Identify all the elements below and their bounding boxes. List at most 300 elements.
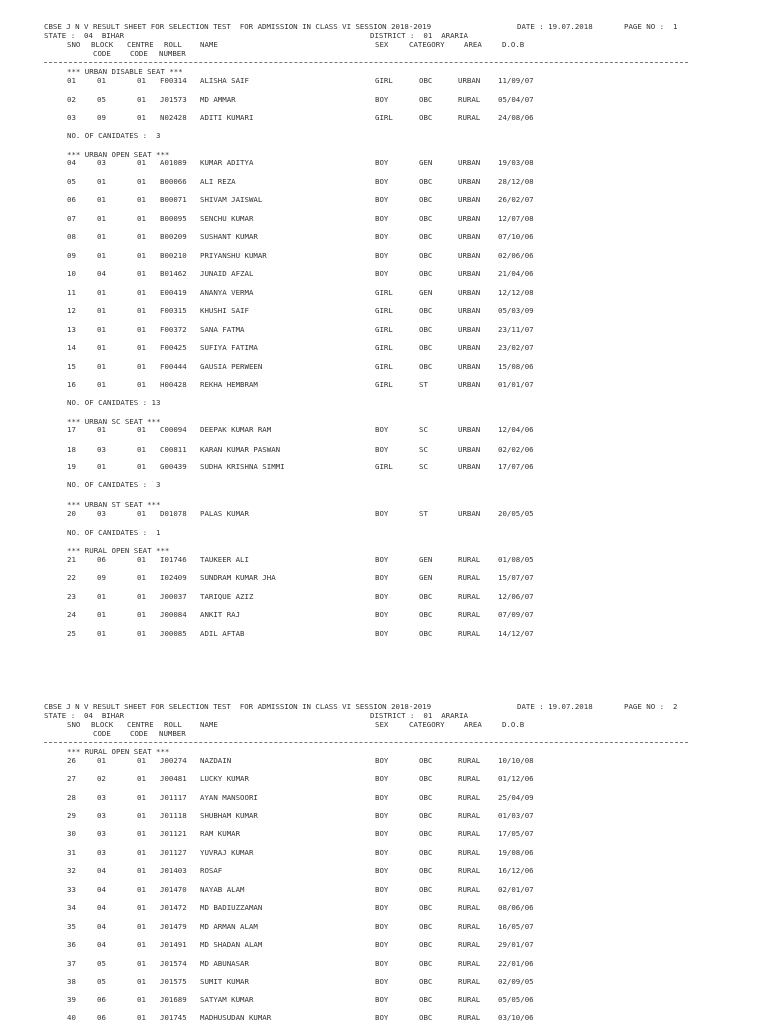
cell-sex: GIRL xyxy=(375,380,393,389)
cell-dob: 12/04/06 xyxy=(498,425,534,434)
cell-dob: 12/07/08 xyxy=(498,214,534,223)
cell-name: SHIVAM JAISWAL xyxy=(200,195,263,204)
cell-sno: 26 xyxy=(67,756,76,765)
cell-name: ROSAF xyxy=(200,866,223,875)
cell-sno: 01 xyxy=(67,76,76,85)
cell-roll: A01089 xyxy=(160,158,187,167)
cell-centre: 01 xyxy=(137,829,146,838)
cell-area: RURAL xyxy=(458,1013,481,1022)
cell-block: 03 xyxy=(97,158,106,167)
cell-centre: 01 xyxy=(137,940,146,949)
cell-sex: BOY xyxy=(375,214,389,223)
cell-name: MD ARMAN ALAM xyxy=(200,922,258,931)
col-category: CATEGORY xyxy=(409,720,445,729)
cell-block: 04 xyxy=(97,922,106,931)
cell-block: 05 xyxy=(97,977,106,986)
cell-name: SANA FATMA xyxy=(200,325,245,334)
cell-name: NAYAB ALAM xyxy=(200,885,245,894)
cell-dob: 14/12/07 xyxy=(498,629,534,638)
cell-name: GAUSIA PERWEEN xyxy=(200,362,263,371)
cell-roll: B00209 xyxy=(160,232,187,241)
cell-sex: BOY xyxy=(375,811,389,820)
cell-name: ALI REZA xyxy=(200,177,236,186)
cell-roll: F00372 xyxy=(160,325,187,334)
cell-block: 01 xyxy=(97,592,106,601)
cell-roll: G00439 xyxy=(160,462,187,471)
cell-area: RURAL xyxy=(458,848,481,857)
cell-roll: J01117 xyxy=(160,793,187,802)
cell-dob: 01/08/05 xyxy=(498,555,534,564)
table-row xyxy=(0,593,768,603)
cell-category: OBC xyxy=(419,848,433,857)
cell-centre: 01 xyxy=(137,362,146,371)
cell-roll: F00425 xyxy=(160,343,187,352)
cell-sno: 09 xyxy=(67,251,76,260)
cell-sex: BOY xyxy=(375,425,389,434)
cell-sno: 35 xyxy=(67,922,76,931)
cell-sno: 10 xyxy=(67,269,76,278)
cell-category: SC xyxy=(419,445,428,454)
cell-block: 01 xyxy=(97,610,106,619)
cell-block: 01 xyxy=(97,76,106,85)
cell-category: OBC xyxy=(419,251,433,260)
col-roll: ROLL xyxy=(164,40,182,49)
cell-sno: 06 xyxy=(67,195,76,204)
cell-dob: 25/04/09 xyxy=(498,793,534,802)
cell-name: SATYAM KUMAR xyxy=(200,995,254,1004)
cell-dob: 02/01/07 xyxy=(498,885,534,894)
cell-sex: BOY xyxy=(375,232,389,241)
cell-roll: C00811 xyxy=(160,445,187,454)
cell-block: 04 xyxy=(97,866,106,875)
cell-roll: J01574 xyxy=(160,959,187,968)
cell-sex: BOY xyxy=(375,251,389,260)
table-row xyxy=(0,363,768,373)
cell-centre: 01 xyxy=(137,1013,146,1022)
cell-roll: I01746 xyxy=(160,555,187,564)
cell-dob: 19/08/06 xyxy=(498,848,534,857)
cell-roll: H00428 xyxy=(160,380,187,389)
cell-name: SUFIYA FATIMA xyxy=(200,343,258,352)
cell-block: 01 xyxy=(97,756,106,765)
cell-roll: J00274 xyxy=(160,756,187,765)
cell-dob: 10/10/08 xyxy=(498,756,534,765)
cell-dob: 15/08/06 xyxy=(498,362,534,371)
col-name: NAME xyxy=(200,40,218,49)
district-label: DISTRICT : 01 ARARIA xyxy=(370,31,468,40)
cell-sno: 36 xyxy=(67,940,76,949)
cell-name: ANKIT RAJ xyxy=(200,610,241,619)
table-row xyxy=(0,159,768,169)
table-row xyxy=(0,1014,768,1024)
cell-area: RURAL xyxy=(458,555,481,564)
cell-roll: J00085 xyxy=(160,629,187,638)
cell-centre: 01 xyxy=(137,922,146,931)
cell-sno: 08 xyxy=(67,232,76,241)
cell-area: RURAL xyxy=(458,829,481,838)
cell-roll: B00210 xyxy=(160,251,187,260)
cell-name: PRIYANSHU KUMAR xyxy=(200,251,267,260)
section-heading: *** RURAL OPEN SEAT *** xyxy=(67,546,170,555)
cell-area: URBAN xyxy=(458,195,481,204)
cell-dob: 22/01/06 xyxy=(498,959,534,968)
cell-area: URBAN xyxy=(458,288,481,297)
cell-sno: 32 xyxy=(67,866,76,875)
cell-dob: 12/06/07 xyxy=(498,592,534,601)
cell-category: ST xyxy=(419,509,428,518)
cell-area: RURAL xyxy=(458,903,481,912)
cell-block: 05 xyxy=(97,95,106,104)
cell-centre: 01 xyxy=(137,462,146,471)
candidate-count: NO. OF CANIDATES : 3 xyxy=(67,131,161,140)
cell-centre: 01 xyxy=(137,959,146,968)
cell-area: RURAL xyxy=(458,977,481,986)
cell-roll: J00481 xyxy=(160,774,187,783)
cell-sno: 14 xyxy=(67,343,76,352)
cell-roll: J01575 xyxy=(160,977,187,986)
cell-roll: N02428 xyxy=(160,113,187,122)
cell-dob: 07/10/06 xyxy=(498,232,534,241)
cell-centre: 01 xyxy=(137,903,146,912)
cell-area: RURAL xyxy=(458,95,481,104)
cell-name: TARIQUE AZIZ xyxy=(200,592,254,601)
cell-block: 05 xyxy=(97,959,106,968)
cell-area: RURAL xyxy=(458,610,481,619)
cell-centre: 01 xyxy=(137,885,146,894)
cell-roll: J01403 xyxy=(160,866,187,875)
cell-centre: 01 xyxy=(137,113,146,122)
col-centre: CENTRE xyxy=(127,40,154,49)
cell-name: SUNDRAM KUMAR JHA xyxy=(200,573,276,582)
cell-area: URBAN xyxy=(458,76,481,85)
cell-category: ST xyxy=(419,380,428,389)
cell-dob: 02/02/06 xyxy=(498,445,534,454)
cell-dob: 01/01/07 xyxy=(498,380,534,389)
cell-centre: 01 xyxy=(137,306,146,315)
cell-dob: 02/09/05 xyxy=(498,977,534,986)
cell-name: PALAS KUMAR xyxy=(200,509,249,518)
cell-centre: 01 xyxy=(137,445,146,454)
cell-area: URBAN xyxy=(458,462,481,471)
cell-sno: 12 xyxy=(67,306,76,315)
cell-sex: BOY xyxy=(375,95,389,104)
cell-name: REKHA HEMBRAM xyxy=(200,380,258,389)
section-heading: *** URBAN SC SEAT *** xyxy=(67,417,161,426)
cell-area: URBAN xyxy=(458,325,481,334)
cell-sex: BOY xyxy=(375,940,389,949)
cell-sno: 38 xyxy=(67,977,76,986)
cell-centre: 01 xyxy=(137,232,146,241)
cell-dob: 21/04/06 xyxy=(498,269,534,278)
cell-block: 01 xyxy=(97,462,106,471)
cell-centre: 01 xyxy=(137,977,146,986)
cell-sno: 31 xyxy=(67,848,76,857)
cell-sno: 30 xyxy=(67,829,76,838)
cell-category: OBC xyxy=(419,362,433,371)
cell-name: KARAN KUMAR PASWAN xyxy=(200,445,281,454)
col-area: AREA xyxy=(464,720,482,729)
cell-area: RURAL xyxy=(458,940,481,949)
cell-area: RURAL xyxy=(458,774,481,783)
cell-block: 04 xyxy=(97,885,106,894)
state-label: STATE : 04 BIHAR xyxy=(44,711,125,720)
cell-block: 03 xyxy=(97,793,106,802)
cell-centre: 01 xyxy=(137,592,146,601)
cell-sno: 39 xyxy=(67,995,76,1004)
col-centre: CENTRE xyxy=(127,720,154,729)
cell-sno: 27 xyxy=(67,774,76,783)
sheet-title: CBSE J N V RESULT SHEET FOR SELECTION TEST FOR ADMISSION IN CLASS VI SESSION 2018-2019 xyxy=(44,22,432,31)
col-sex: SEX xyxy=(375,40,389,49)
cell-sno: 22 xyxy=(67,573,76,582)
cell-area: RURAL xyxy=(458,885,481,894)
cell-dob: 16/05/07 xyxy=(498,922,534,931)
section-heading: *** RURAL OPEN SEAT *** xyxy=(67,747,170,756)
cell-sno: 28 xyxy=(67,793,76,802)
table-row xyxy=(0,611,768,621)
cell-block: 03 xyxy=(97,445,106,454)
cell-dob: 12/12/08 xyxy=(498,288,534,297)
table-row xyxy=(0,794,768,804)
cell-roll: J01573 xyxy=(160,95,187,104)
cell-name: SUSHANT KUMAR xyxy=(200,232,258,241)
cell-centre: 01 xyxy=(137,214,146,223)
cell-block: 09 xyxy=(97,573,106,582)
section-heading: *** URBAN DISABLE SEAT *** xyxy=(67,67,183,76)
cell-centre: 01 xyxy=(137,793,146,802)
cell-dob: 08/06/06 xyxy=(498,903,534,912)
cell-centre: 01 xyxy=(137,195,146,204)
cell-centre: 01 xyxy=(137,573,146,582)
cell-centre: 01 xyxy=(137,995,146,1004)
cell-roll: J01127 xyxy=(160,848,187,857)
cell-block: 06 xyxy=(97,555,106,564)
cell-category: OBC xyxy=(419,195,433,204)
cell-centre: 01 xyxy=(137,509,146,518)
cell-block: 01 xyxy=(97,325,106,334)
cell-block: 03 xyxy=(97,848,106,857)
table-row xyxy=(0,904,768,914)
cell-sex: BOY xyxy=(375,269,389,278)
cell-dob: 26/02/07 xyxy=(498,195,534,204)
cell-sex: BOY xyxy=(375,756,389,765)
cell-dob: 17/05/07 xyxy=(498,829,534,838)
cell-block: 01 xyxy=(97,425,106,434)
cell-dob: 23/02/07 xyxy=(498,343,534,352)
cell-centre: 01 xyxy=(137,866,146,875)
cell-category: OBC xyxy=(419,269,433,278)
cell-category: OBC xyxy=(419,113,433,122)
cell-category: OBC xyxy=(419,922,433,931)
cell-category: GEN xyxy=(419,555,433,564)
cell-dob: 03/10/06 xyxy=(498,1013,534,1022)
cell-dob: 20/05/05 xyxy=(498,509,534,518)
table-row xyxy=(0,923,768,933)
cell-centre: 01 xyxy=(137,380,146,389)
cell-sex: BOY xyxy=(375,629,389,638)
cell-sex: BOY xyxy=(375,922,389,931)
cell-block: 04 xyxy=(97,940,106,949)
cell-sex: BOY xyxy=(375,959,389,968)
cell-dob: 07/09/07 xyxy=(498,610,534,619)
table-row xyxy=(0,812,768,822)
cell-roll: C00094 xyxy=(160,425,187,434)
cell-name: ADIL AFTAB xyxy=(200,629,245,638)
cell-area: URBAN xyxy=(458,158,481,167)
page-number: PAGE NO : 2 xyxy=(624,702,678,711)
cell-category: OBC xyxy=(419,959,433,968)
table-row xyxy=(0,960,768,970)
cell-block: 01 xyxy=(97,232,106,241)
cell-sno: 19 xyxy=(67,462,76,471)
cell-sex: BOY xyxy=(375,158,389,167)
table-row xyxy=(0,289,768,299)
cell-category: OBC xyxy=(419,774,433,783)
cell-category: OBC xyxy=(419,232,433,241)
cell-category: GEN xyxy=(419,288,433,297)
table-row xyxy=(0,941,768,951)
cell-name: MD BADIUZZAMAN xyxy=(200,903,263,912)
cell-name: SENCHU KUMAR xyxy=(200,214,254,223)
cell-dob: 17/07/06 xyxy=(498,462,534,471)
table-row xyxy=(0,996,768,1006)
cell-roll: B00071 xyxy=(160,195,187,204)
cell-sex: BOY xyxy=(375,995,389,1004)
table-row xyxy=(0,978,768,988)
cell-sex: BOY xyxy=(375,445,389,454)
cell-sex: GIRL xyxy=(375,343,393,352)
cell-roll: B00066 xyxy=(160,177,187,186)
cell-block: 03 xyxy=(97,811,106,820)
cell-centre: 01 xyxy=(137,76,146,85)
cell-centre: 01 xyxy=(137,629,146,638)
cell-category: OBC xyxy=(419,592,433,601)
table-row xyxy=(0,326,768,336)
cell-sno: 15 xyxy=(67,362,76,371)
cell-dob: 19/03/08 xyxy=(498,158,534,167)
cell-area: RURAL xyxy=(458,811,481,820)
cell-roll: F00315 xyxy=(160,306,187,315)
section-heading: *** URBAN OPEN SEAT *** xyxy=(67,150,170,159)
cell-roll: E00419 xyxy=(160,288,187,297)
col-name: NAME xyxy=(200,720,218,729)
cell-roll: J01745 xyxy=(160,1013,187,1022)
cell-sno: 25 xyxy=(67,629,76,638)
cell-centre: 01 xyxy=(137,425,146,434)
table-row xyxy=(0,252,768,262)
cell-centre: 01 xyxy=(137,343,146,352)
cell-sno: 24 xyxy=(67,610,76,619)
table-row xyxy=(0,178,768,188)
cell-sno: 03 xyxy=(67,113,76,122)
table-row xyxy=(0,830,768,840)
cell-sex: BOY xyxy=(375,866,389,875)
cell-category: OBC xyxy=(419,343,433,352)
cell-sex: BOY xyxy=(375,573,389,582)
cell-sno: 37 xyxy=(67,959,76,968)
cell-name: SUDHA KRISHNA SIMMI xyxy=(200,462,285,471)
table-row xyxy=(0,77,768,87)
cell-block: 01 xyxy=(97,362,106,371)
cell-block: 01 xyxy=(97,177,106,186)
cell-sex: GIRL xyxy=(375,306,393,315)
header-divider xyxy=(44,62,688,63)
cell-sno: 18 xyxy=(67,445,76,454)
cell-area: RURAL xyxy=(458,756,481,765)
cell-roll: J01470 xyxy=(160,885,187,894)
cell-category: OBC xyxy=(419,76,433,85)
cell-sno: 17 xyxy=(67,425,76,434)
cell-roll: B00095 xyxy=(160,214,187,223)
cell-category: OBC xyxy=(419,940,433,949)
cell-area: RURAL xyxy=(458,629,481,638)
cell-sno: 34 xyxy=(67,903,76,912)
cell-dob: 05/04/07 xyxy=(498,95,534,104)
cell-category: OBC xyxy=(419,1013,433,1022)
cell-category: OBC xyxy=(419,829,433,838)
cell-sno: 07 xyxy=(67,214,76,223)
cell-centre: 01 xyxy=(137,610,146,619)
sheet-date: DATE : 19.07.2018 xyxy=(517,702,593,711)
cell-sno: 29 xyxy=(67,811,76,820)
cell-name: RAM KUMAR xyxy=(200,829,241,838)
cell-sno: 02 xyxy=(67,95,76,104)
cell-sex: BOY xyxy=(375,509,389,518)
cell-roll: J01121 xyxy=(160,829,187,838)
cell-area: RURAL xyxy=(458,922,481,931)
cell-category: SC xyxy=(419,425,428,434)
cell-sno: 40 xyxy=(67,1013,76,1022)
cell-name: MD AMMAR xyxy=(200,95,236,104)
cell-block: 06 xyxy=(97,995,106,1004)
cell-sex: BOY xyxy=(375,1013,389,1022)
cell-dob: 15/07/07 xyxy=(498,573,534,582)
cell-category: OBC xyxy=(419,325,433,334)
table-row xyxy=(0,630,768,640)
cell-sex: BOY xyxy=(375,848,389,857)
district-label: DISTRICT : 01 ARARIA xyxy=(370,711,468,720)
cell-area: URBAN xyxy=(458,177,481,186)
cell-area: URBAN xyxy=(458,509,481,518)
cell-sex: BOY xyxy=(375,903,389,912)
table-row xyxy=(0,757,768,767)
cell-dob: 05/05/06 xyxy=(498,995,534,1004)
cell-roll: J01118 xyxy=(160,811,187,820)
cell-sno: 23 xyxy=(67,592,76,601)
cell-sex: GIRL xyxy=(375,362,393,371)
cell-roll: J01472 xyxy=(160,903,187,912)
cell-dob: 29/01/07 xyxy=(498,940,534,949)
cell-category: GEN xyxy=(419,158,433,167)
cell-area: RURAL xyxy=(458,573,481,582)
cell-name: KHUSHI SAIF xyxy=(200,306,249,315)
table-row xyxy=(0,849,768,859)
cell-roll: I02409 xyxy=(160,573,187,582)
cell-centre: 01 xyxy=(137,177,146,186)
cell-centre: 01 xyxy=(137,158,146,167)
table-row xyxy=(0,886,768,896)
cell-dob: 11/09/07 xyxy=(498,76,534,85)
cell-block: 09 xyxy=(97,113,106,122)
cell-area: RURAL xyxy=(458,866,481,875)
cell-centre: 01 xyxy=(137,774,146,783)
cell-area: URBAN xyxy=(458,306,481,315)
cell-block: 04 xyxy=(97,903,106,912)
cell-sex: BOY xyxy=(375,774,389,783)
cell-dob: 24/08/06 xyxy=(498,113,534,122)
cell-name: SUMIT KUMAR xyxy=(200,977,249,986)
page-number: PAGE NO : 1 xyxy=(624,22,678,31)
